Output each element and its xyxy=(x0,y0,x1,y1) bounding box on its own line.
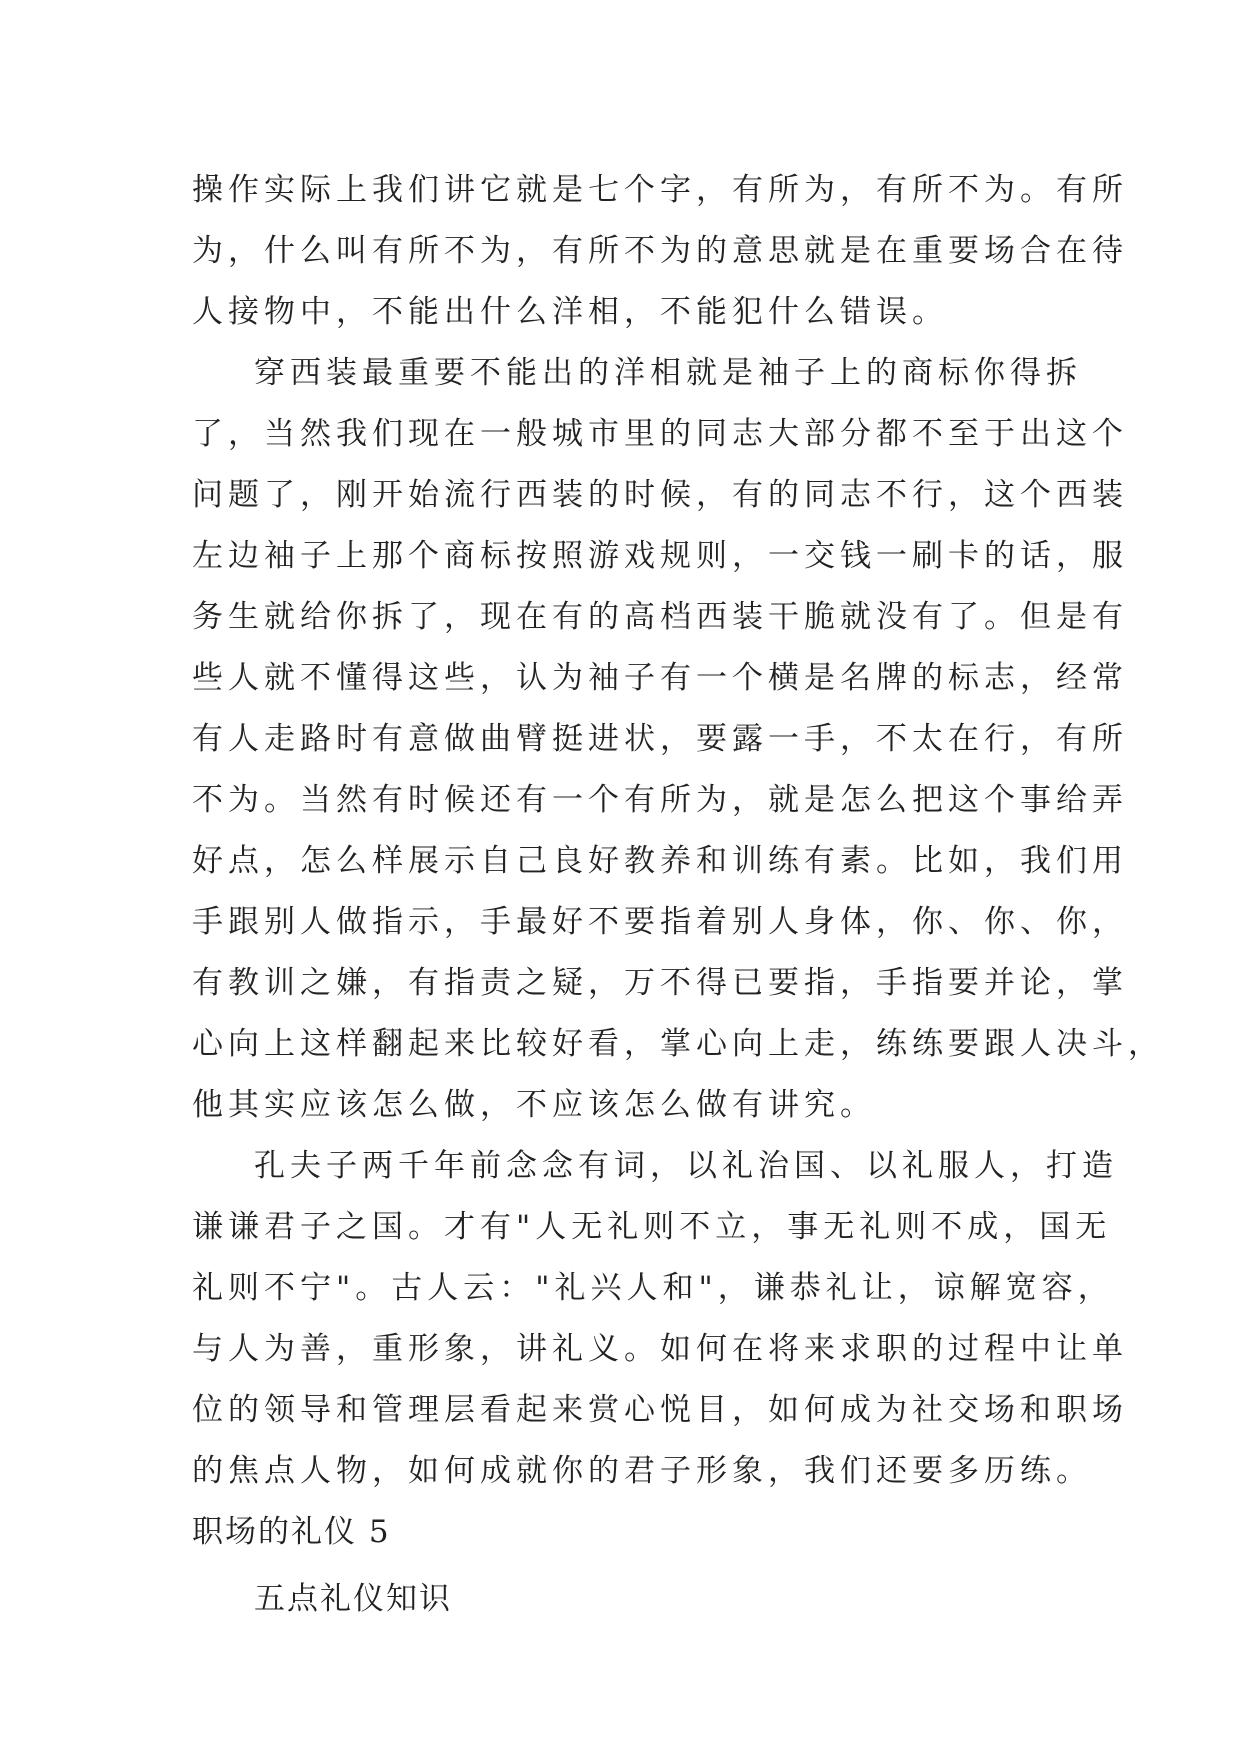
text-line: 有教训之嫌，有指责之疑，万不得已要指，手指要并论，掌 xyxy=(192,965,1128,1001)
subsection-title: 五点礼仪知识 xyxy=(254,1581,452,1617)
text-line: 谦谦君子之国。才有"人无礼则不立，事无礼则不成，国无 xyxy=(192,1209,1112,1245)
text-line: 务生就给你拆了，现在有的高档西装干脆就没有了。但是有 xyxy=(192,599,1128,635)
text-line: 些人就不懂得这些，认为袖子有一个横是名牌的标志，经常 xyxy=(192,660,1128,696)
text-line: 他其实应该怎么做，不应该怎么做有讲究。 xyxy=(192,1087,876,1123)
section-title: 职场的礼仪 5 xyxy=(192,1514,391,1550)
paragraph xyxy=(192,343,1164,1136)
text-line: 操作实际上我们讲它就是七个字，有所为，有所不为。有所 xyxy=(192,172,1128,208)
text-line: 不为。当然有时候还有一个有所为，就是怎么把这个事给弄 xyxy=(192,782,1128,818)
paragraph xyxy=(192,160,1128,343)
text-line: 问题了，刚开始流行西装的时候，有的同志不行，这个西装 xyxy=(192,477,1128,513)
text-line: 心向上这样翻起来比较好看，掌心向上走，练练要跟人决斗， xyxy=(192,1026,1164,1062)
text-line: 了，当然我们现在一般城市里的同志大部分都不至于出这个 xyxy=(192,416,1128,452)
paragraph xyxy=(192,1136,1128,1502)
text-line: 左边袖子上那个商标按照游戏规则，一交钱一刷卡的话，服 xyxy=(192,538,1128,574)
text-line: 手跟别人做指示，手最好不要指着别人身体，你、你、你， xyxy=(192,904,1128,940)
text-line: 有人走路时有意做曲臂挺进状，要露一手，不太在行，有所 xyxy=(192,721,1128,757)
text-line: 人接物中，不能出什么洋相，不能犯什么错误。 xyxy=(192,294,948,330)
text-line: 礼则不宁"。古人云："礼兴人和"，谦恭礼让，谅解宽容， xyxy=(192,1270,1114,1306)
text-line: 与人为善，重形象，讲礼义。如何在将来求职的过程中让单 xyxy=(192,1331,1128,1367)
text-line: 穿西装最重要不能出的洋相就是袖子上的商标你得拆 xyxy=(254,355,1082,391)
text-line: 好点，怎么样展示自己良好教养和训练有素。比如，我们用 xyxy=(192,843,1128,879)
text-line: 孔夫子两千年前念念有词，以礼治国、以礼服人，打造 xyxy=(254,1148,1118,1184)
text-line: 为，什么叫有所不为，有所不为的意思就是在重要场合在待 xyxy=(192,233,1128,269)
document-body xyxy=(192,160,1164,1630)
text-line: 的焦点人物，如何成就你的君子形象，我们还要多历练。 xyxy=(192,1453,1092,1489)
text-line: 位的领导和管理层看起来赏心悦目，如何成为社交场和职场 xyxy=(192,1392,1128,1428)
